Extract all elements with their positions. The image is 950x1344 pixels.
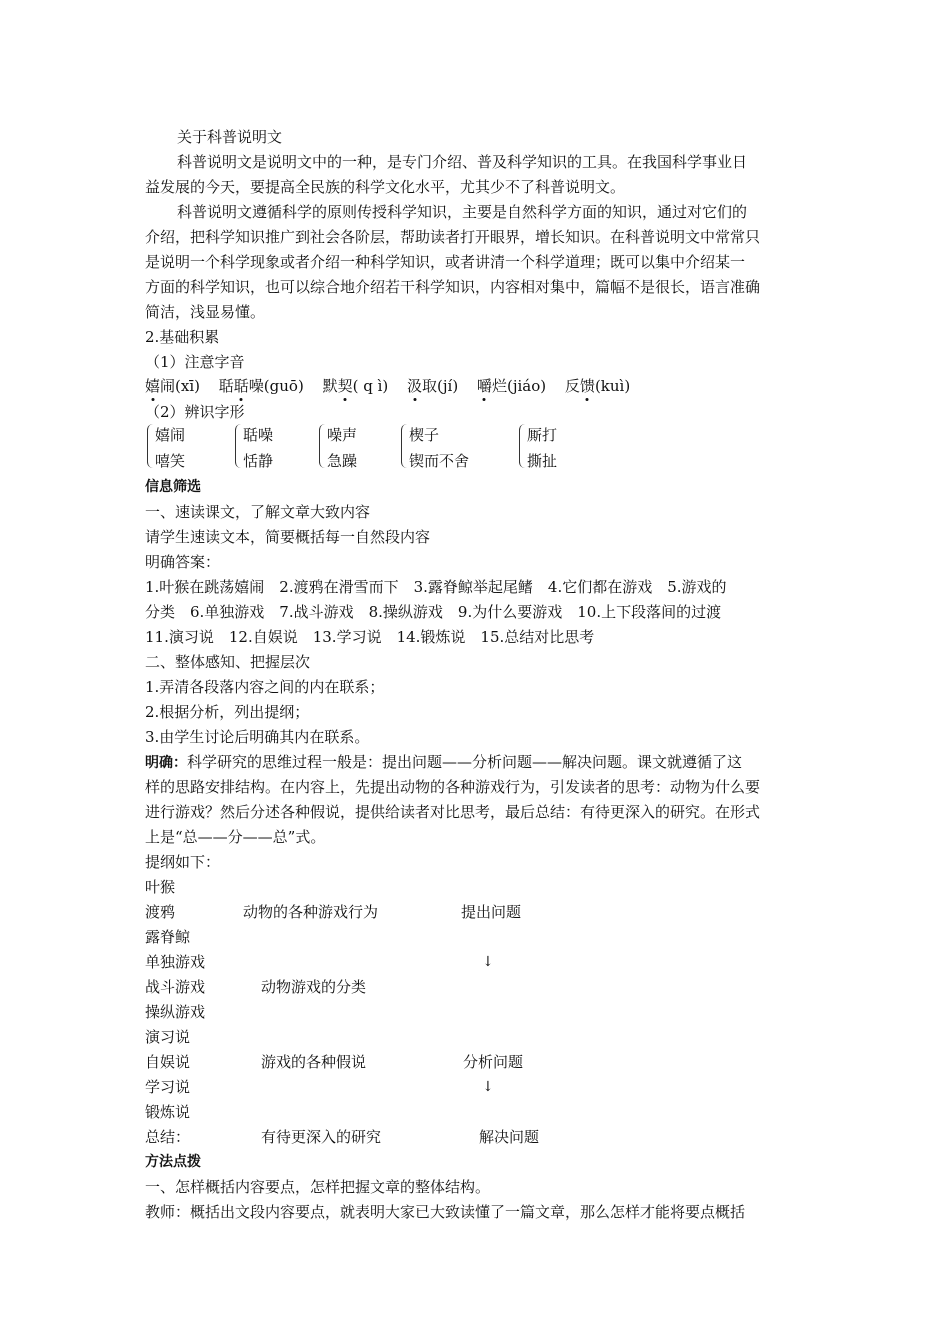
outline-arrow-1: ↓	[482, 954, 494, 970]
pron-item-1: 嬉闹(xī)	[145, 377, 200, 395]
outline-row-6: 操纵游戏	[145, 1003, 206, 1021]
basics-sub2: （2）辨识字形	[145, 403, 245, 421]
glyph-pair-3: 噪声 急躁	[325, 422, 357, 474]
intro-para2-line3: 是说明一个科学现象或者介绍一种科学知识，或者讲清一个科学道理；既可以集中介绍某一	[145, 253, 746, 271]
info-s2-item1: 1.弄清各段落内容之间的内在联系；	[145, 678, 385, 696]
info-s2: 二、整体感知、把握层次	[145, 653, 311, 671]
answer-label: 明确答案：	[145, 553, 221, 571]
answer-line1: 1.叶猴在跳荡嬉闹 2.渡鸦在滑雪而下 3.露脊鲸举起尾鳍 4.它们都在游戏 5.游戏的	[145, 578, 727, 596]
outline-row-5-mid: 动物游戏的分类	[261, 978, 367, 996]
answer-line2: 分类 6.单独游戏 7.战斗游戏 8.操纵游戏 9.为什么要游戏 10.上下段落间的过渡	[145, 603, 722, 621]
intro-para2-line1: 科普说明文遵循科学的原则传授科学知识，主要是自然科学方面的知识，通过对它们的	[177, 203, 748, 221]
outline-row-2-right: 提出问题	[461, 903, 522, 921]
basics-sub1: （1）注意字音	[145, 353, 245, 371]
basics-heading: 2.基础积累	[145, 328, 220, 346]
intro-para2-line2: 介绍，把科学知识推广到社会各阶层，帮助读者打开眼界，增长知识。在科普说明文中常常只	[145, 228, 761, 246]
pron-item-2: 聒聒噪(guō)	[218, 377, 304, 395]
outline-row-2: 渡鸦	[145, 903, 176, 921]
clarify-label: 明确：	[145, 755, 187, 771]
info-s1-task: 请学生速读文本，简要概括每一自然段内容	[145, 528, 431, 546]
pron-item-4: 汲取(jí)	[407, 377, 459, 395]
intro-para2-line5: 简洁，浅显易懂。	[145, 303, 266, 321]
glyph-pairs	[149, 422, 809, 476]
intro-para1-line2: 益发展的今天，要提高全民族的科学文化水平，尤其少不了科普说明文。	[145, 178, 626, 196]
clarify-line3: 进行游戏？然后分述各种假说，提供给读者对比思考，最后总结：有待更深入的研究。在形式	[145, 803, 761, 821]
glyph-pair-2: 聒噪 恬静	[241, 422, 273, 474]
outline-row-8-right: 分析问题	[463, 1053, 524, 1071]
pronunciation-list	[145, 375, 644, 397]
method-teacher: 教师：概括出文段内容要点，就表明大家已大致读懂了一篇文章，那么怎样才能将要点概括	[145, 1203, 746, 1221]
info-s2-item2: 2.根据分析，列出提纲；	[145, 703, 310, 721]
method-s1: 一、怎样概括内容要点，怎样把握文章的整体结构。	[145, 1178, 491, 1196]
outline-row-7: 演习说	[145, 1028, 191, 1046]
outline-row-8: 自娱说	[145, 1053, 191, 1071]
outline-row-3: 露脊鲸	[145, 928, 191, 946]
pron-item-5: 嚼烂(jiáo)	[476, 377, 547, 395]
outline-row-2-mid: 动物的各种游戏行为	[243, 903, 379, 921]
pron-item-6: 反馈(kuì)	[564, 377, 631, 395]
clarify-line1: 明确：科学研究的思维过程一般是：提出问题——分析问题——解决问题。课文就遵循了这	[145, 753, 743, 771]
outline-row-11: 总结：	[145, 1128, 191, 1146]
outline-row-4: 单独游戏	[145, 953, 206, 971]
outline-row-11-mid: 有待更深入的研究	[261, 1128, 382, 1146]
intro-para1-line1: 科普说明文是说明文中的一种，是专门介绍、普及科学知识的工具。在我国科学事业日	[177, 153, 748, 171]
glyph-pair-4: 楔子 锲而不舍	[407, 422, 469, 474]
glyph-pair-5: 厮打 撕扯	[525, 422, 557, 474]
outline-label: 提纲如下：	[145, 853, 221, 871]
method-heading: 方法点拨	[145, 1154, 201, 1170]
info-s2-item3: 3.由学生讨论后明确其内在联系。	[145, 728, 370, 746]
pron-item-3: 默契( q ì)	[322, 377, 389, 395]
info-heading: 信息筛选	[145, 479, 201, 495]
clarify-line2: 样的思路安排结构。在内容上，先提出动物的各种游戏行为，引发读者的思考：动物为什么要	[145, 778, 761, 796]
intro-para2-line4: 方面的科学知识，也可以综合地介绍若干科学知识，内容相对集中，篇幅不是很长，语言准确	[145, 278, 761, 296]
outline-row-11-right: 解决问题	[479, 1128, 540, 1146]
glyph-pair-1: 嬉闹 嘻笑	[153, 422, 185, 474]
outline-arrow-2: ↓	[482, 1079, 494, 1095]
intro-title: 关于科普说明文	[177, 128, 283, 146]
clarify-line4: 上是“总——分——总”式。	[145, 828, 326, 846]
outline-row-5: 战斗游戏	[145, 978, 206, 996]
answer-line3: 11.演习说 12.自娱说 13.学习说 14.锻炼说 15.总结对比思考	[145, 628, 595, 646]
outline-row-9: 学习说	[145, 1078, 191, 1096]
outline-row-10: 锻炼说	[145, 1103, 191, 1121]
info-s1: 一、速读课文，了解文章大致内容	[145, 503, 371, 521]
outline-row-1: 叶猴	[145, 878, 176, 896]
outline-row-8-mid: 游戏的各种假说	[261, 1053, 367, 1071]
